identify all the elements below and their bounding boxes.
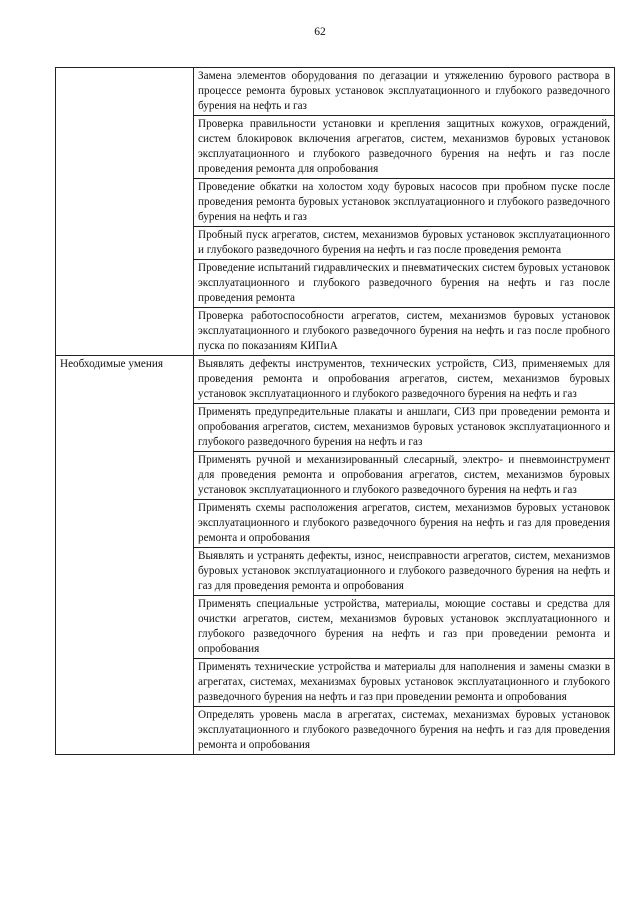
row-text: Применять специальные устройства, материалы, моющие составы и средства для очистки агрегатов, систем, механизмов буровых установок эксплуатационного и глубокого разведочного бурения на нефть и газ при проведении ремонта и опробования [194, 596, 615, 659]
page-number: 62 [314, 26, 326, 38]
row-text: Пробный пуск агрегатов, систем, механизмов буровых установок эксплуатационного и глубокого разведочного бурения на нефть и газ после проведения ремонта [194, 227, 615, 260]
row-text: Выявлять дефекты инструментов, технических устройств, СИЗ, применяемых для проведения ремонта и опробования агрегатов, систем, механизмов буровых установок эксплуатационного и глубокого разведочного бурения на нефть и газ [194, 356, 615, 404]
row-text: Проведение испытаний гидравлических и пневматических систем буровых установок эксплуатационного и глубокого разведочного бурения на нефть и газ после проведения ремонта [194, 260, 615, 308]
row-text: Проведение обкатки на холостом ходу буровых насосов при пробном пуске после проведения ремонта буровых установок эксплуатационного и глубокого разведочного бурения на нефть и газ [194, 179, 615, 227]
table-row [56, 356, 615, 404]
row-text: Применять предупредительные плакаты и аншлаги, СИЗ при проведении ремонта и опробования агрегатов, систем, механизмов буровых установок эксплуатационного и глубокого разведочного бурения на нефть и газ [194, 404, 615, 452]
row-text: Выявлять и устранять дефекты, износ, неисправности агрегатов, систем, механизмов буровых установок эксплуатационного и глубокого разведочного бурения на нефть и газ для проведения ремонта и опробования [194, 548, 615, 596]
table-row [56, 68, 615, 116]
row-text: Применять технические устройства и материалы для наполнения и замены смазки в агрегатах, системах, механизмах буровых установок эксплуатационного и глубокого разведочного бурения на нефть и газ при проведении ремонта и опробования [194, 659, 615, 707]
row-text: Проверка работоспособности агрегатов, систем, механизмов буровых установок эксплуатационного и глубокого разведочного бурения на нефть и газ после пробного пуска по показаниям КИПиА [194, 308, 615, 356]
row-text: Применять ручной и механизированный слесарный, электро- и пневмоинструмент для проведения ремонта и опробования агрегатов, систем, механизмов буровых установок эксплуатационного и глубокого разведочного бурения на нефть и газ [194, 452, 615, 500]
row-text: Применять схемы расположения агрегатов, систем, механизмов буровых установок эксплуатационного и глубокого разведочного бурения на нефть и газ для проведения ремонта и опробования [194, 500, 615, 548]
row-label-skills: Необходимые умения [56, 356, 194, 755]
requirements-table [55, 67, 615, 755]
row-text: Замена элементов оборудования по дегазации и утяжелению бурового раствора в процессе ремонта буровых установок эксплуатационного и глубокого разведочного бурения на нефть и газ [194, 68, 615, 116]
row-label [56, 68, 194, 356]
row-text: Определять уровень масла в агрегатах, системах, механизмах буровых установок эксплуатационного и глубокого разведочного бурения на нефть и газ для проведения ремонта и опробования [194, 707, 615, 755]
row-text: Проверка правильности установки и крепления защитных кожухов, ограждений, систем блокировок включения агрегатов, систем, механизмов буровых установок эксплуатационного и глубокого разведочного бурения на нефть и газ после проведения ремонта для опробования [194, 116, 615, 179]
